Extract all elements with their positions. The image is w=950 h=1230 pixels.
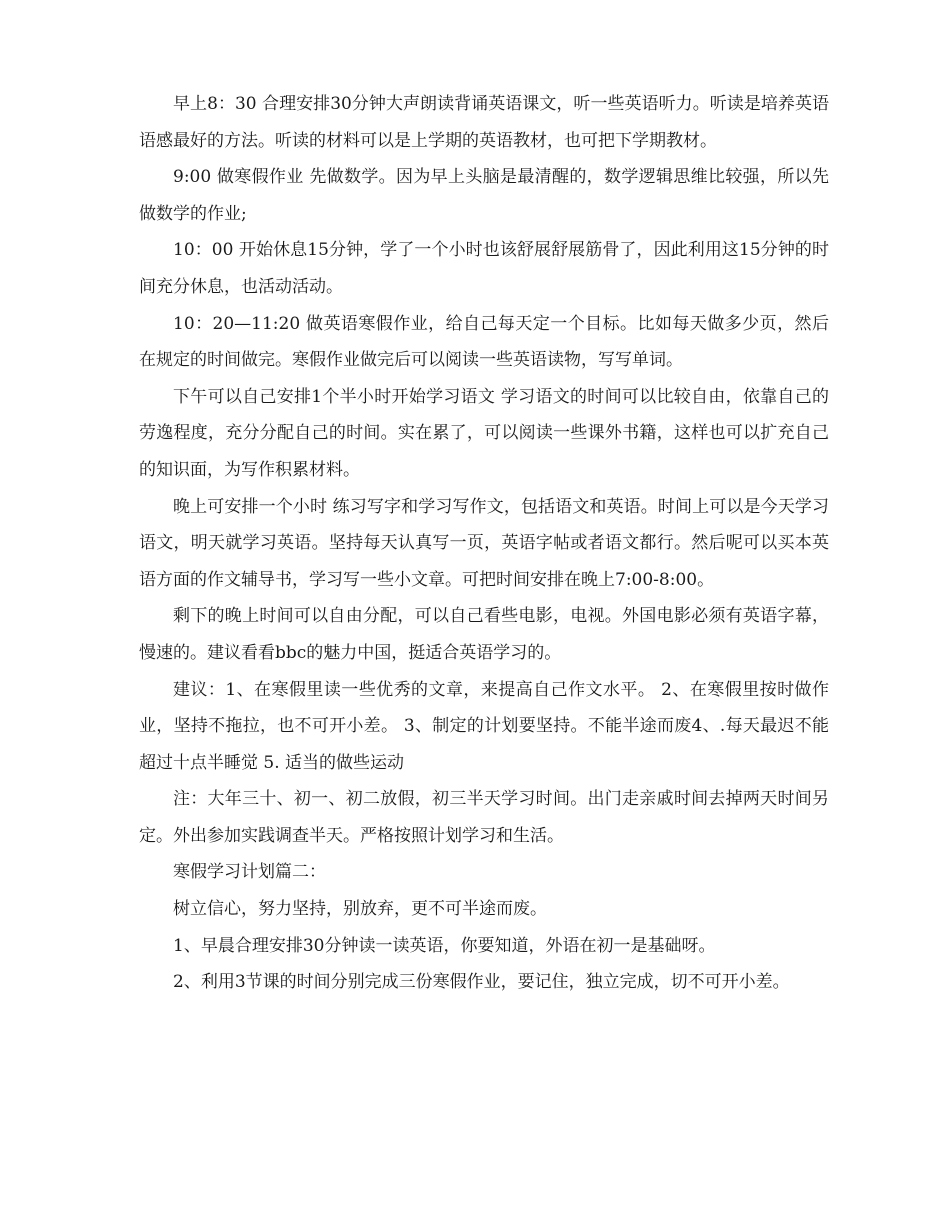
list-item-one: 1、早晨合理安排30分钟读一读英语，你要知道，外语在初一是基础呀。	[173, 935, 716, 956]
document-body	[139, 86, 829, 1001]
paragraph-english-homework: 10：20—11:20 做英语寒假作业，给自己每天定一个目标。比如每天做多少页，然后在规定的时间做完。寒假作业做完后可以阅读一些英语读物，写写单词。	[139, 313, 829, 371]
paragraph-free-time: 剩下的晚上时间可以自由分配，可以自己看些电影，电视。外国电影必须有英语字幕，慢速的。建议看看bbc的魅力中国，挺适合英语学习的。	[139, 606, 829, 663]
list-item-two: 2、利用3节课的时间分别完成三份寒假作业，要记住，独立完成，切不可开小差。	[173, 972, 790, 993]
paragraph-confidence: 树立信心，努力坚持，别放弃，更不可半途而废。	[173, 899, 547, 920]
section-heading-plan-two: 寒假学习计划篇二：	[173, 862, 326, 883]
paragraph-homework-math: 9:00 做寒假作业 先做数学。因为早上头脑是最清醒的，数学逻辑思维比较强，所以先做数学的作业;	[139, 167, 829, 224]
paragraph-rest-break: 10：00 开始休息15分钟，学了一个小时也该舒展舒展筋骨了，因此利用这15分钟的时间充分休息，也活动活动。	[139, 240, 829, 297]
paragraph-evening-writing: 晚上可安排一个小时 练习写字和学习写作文，包括语文和英语。时间上可以是今天学习语文，明天就学习英语。坚持每天认真写一页，英语字帖或者语文都行。然后呢可以买本英语方面的作文辅导书，学习写一些小文章。可把时间安排在晚上7:00-8:00。	[139, 496, 829, 590]
paragraph-afternoon-chinese: 下午可以自己安排1个半小时开始学习语文 学习语文的时间可以比较自由，依靠自己的劳逸程度，充分分配自己的时间。实在累了，可以阅读一些课外书籍，这样也可以扩充自己的知识面，为写作积累材料。	[139, 386, 829, 480]
paragraph-suggestions: 建议：1、在寒假里读一些优秀的文章，来提高自己作文水平。 2、在寒假里按时做作业，坚持不拖拉，也不可开小差。 3、制定的计划要坚持。不能半途而废4、.每天最迟不能超过十点半睡觉 5. 适当的做些运动	[139, 679, 829, 773]
paragraph-note: 注：大年三十、初一、初二放假，初三半天学习时间。出门走亲戚时间去掉两天时间另定。外出参加实践调查半天。严格按照计划学习和生活。	[139, 789, 829, 846]
paragraph-morning-english: 早上8：30 合理安排30分钟大声朗读背诵英语课文，听一些英语听力。听读是培养英语语感最好的方法。听读的材料可以是上学期的英语教材，也可把下学期教材。	[139, 94, 829, 151]
